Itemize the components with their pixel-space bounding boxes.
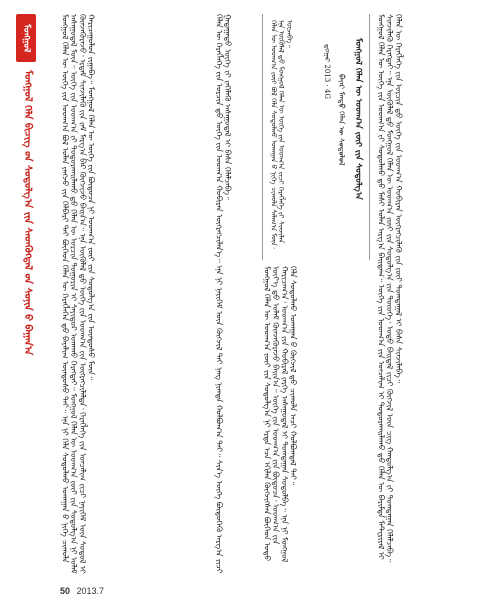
body-column-left bbox=[60, 14, 206, 574]
body-column-center bbox=[262, 266, 370, 574]
body-text-middle: ᠬᠡᠯᠡᠨ ᠦ ᠬᠡᠷᠡᠭᠯᠡᠭᠡ ᠶ᠋ᠢᠨ ᠣᠷᠴᠢᠨ ᠳ᠋ᠤ ᠦᠭᠡ ᠶ᠋ᠢᠨ ᠤᠳᠬ᠎ᠠ ᠬᠤᠪᠢᠷᠠᠨ ᠥᠭᠷᠡᠭᠴᠢᠯᠡᠨ᠎ᠡ᠃ ᠡᠨᠡ ᠨᠢ ᠨᠡᠶᠢᠭᠡᠮ ᠦᠨ ᠬᠥᠭᠵᠢᠯ ᠲᠡᠢ ᠨᠡᠩ ᠨᠢᠭᠲᠠ ᠬᠣᠯᠪᠣᠭ᠎ᠠ ᠲᠠᠢ᠃ ᠰᠢᠨ᠎ᠡ ᠦᠭᠡ ᠪᠦᠲᠦᠭᠡᠬᠦ ᠠᠷᠭ᠎ᠠ ᠵᠢᠴᠢ ᠭᠠᠳᠠᠭᠠᠳᠤ ᠦᠭᠡ ᠶ᠋ᠢ ᠵᠡᠭᠡᠯᠡᠬᠦ ᠠᠰᠠᠭᠤᠳᠠᠯ ᠢ ᠪᠠᠰᠠ ᠬᠡᠯᠡᠯᠴᠡᠪᠡ᠃ bbox=[214, 14, 233, 574]
article-title: ᠮᠣᠩᠭ᠋ᠣᠯ ᠬᠡᠯᠡᠨ ᠦ ᠤᠳᠬ᠎ᠠ ᠵᠦᠢ ᠶ᠋ᠢᠨ ᠰᠤᠳᠤᠯᠭ᠎ᠠ bbox=[353, 38, 363, 200]
body-text-right: ᠮᠣᠩᠭ᠋ᠣᠯ ᠬᠡᠯᠡᠨ ᠦ ᠦᠭᠡ ᠶ᠋ᠢᠨ ᠤᠳᠬ᠎ᠠ ᠶ᠋ᠢ ᠰᠤᠳᠤᠯᠬᠤ ᠳ᠋ᠤ ᠮᠠᠰᠢ ᠣᠯᠠᠨ ᠠᠷᠭ᠎ᠠ ᠪᠠᠢᠳᠠᠭ᠃ ᠦᠭᠡ ᠶ᠋ᠢᠨ ᠤᠳᠬ᠎ᠠ ᠶ᠋ᠢᠨ ᠣᠨᠴᠠᠯᠢᠭ ᠢ ᠲᠣᠳᠤᠷᠬᠠᠢᠯᠠᠬᠤ ᠳ᠋ᠤ ᠬᠡᠯᠡᠨ ᠦ ᠪᠠᠷᠢᠮᠲᠠ ᠮᠠᠲᠧᠷᠢᠶᠠᠯ ᠢ ᠰᠢᠨᠵᠢᠯᠡᠬᠦ ᠬᠡᠷᠡᠭᠲᠡᠢ᠃ ᠡᠨᠡ ᠥᠭᠦᠯᠡᠯ ᠳ᠋ᠦ ᠮᠣᠩᠭ᠋ᠣᠯ ᠬᠡᠯᠡᠨ ᠦ ᠤᠳᠬ᠎ᠠ ᠵᠦᠢ ᠶ᠋ᠢᠨ ᠰᠤᠳᠤᠯᠭ᠎ᠠ ᠶ᠋ᠢᠨ ᠲᠦᠦᠬᠡ᠂ ᠣᠳᠣ ᠪᠠᠢᠳᠠᠯ ᠵᠢᠴᠢ ᠬᠥᠭᠵᠢᠯ ᠦᠨ ᠴᠢᠭ ᠬᠠᠨᠳᠤᠯᠭ᠎ᠠ ᠶ᠋ᠢ ᠲᠣᠭᠲᠠᠭᠠᠨ ᠬᠡᠯᠡᠯᠴᠡᠪᠡ᠃ ᠬᠡᠯᠡᠨ ᠦ ᠬᠡᠷᠡᠭᠯᠡᠭᠡ ᠶ᠋ᠢᠨ ᠣᠷᠴᠢᠨ ᠳ᠋ᠤ ᠦᠭᠡ ᠶ᠋ᠢᠨ ᠤᠳᠬ᠎ᠠ ᠬᠤᠪᠢᠷᠠᠨ ᠥᠭᠷᠡᠭᠴᠢᠯᠡᠬᠦ ᠶ᠋ᠢᠨ ᠵᠦᠢ ᠲᠣᠭᠲᠠᠭᠠᠯ ᠢ ᠪᠠᠰᠠ ᠰᠢᠨᠵᠢᠯᠡᠪᠡ᠃ bbox=[376, 14, 403, 563]
page-footer bbox=[60, 586, 104, 596]
journal-header bbox=[4, 10, 48, 356]
journal-title: ᠮᠣᠩᠭ᠋ᠣᠯ ᠬᠡᠯᠡ ᠪᠢᠴᠢᠭ ᠤ᠋ᠨ ᠰᠤᠳᠤᠯᠭ᠎ᠠ ᠶ᠋ᠢᠨ ᠰᠡᠳᠬᠦᠭᠳᠡᠯ ᠤ᠋ᠨ ᠰᠣᠨᠢᠨ ᠤ᠋ ᠪᠠᠭᠠᠨ᠎ᠠ bbox=[22, 70, 33, 356]
journal-badge bbox=[16, 14, 36, 62]
article-meta: ᠳ᠋ᠤᠭᠠᠷ 2013 · 4G bbox=[323, 44, 331, 99]
issue-date: 2013.7 bbox=[76, 586, 105, 596]
body-column-middle bbox=[214, 14, 258, 574]
body-text-center: ᠮᠣᠩᠭ᠋ᠣᠯ ᠬᠡᠯᠡᠨ ᠦ ᠤᠳᠬ᠎ᠠ ᠵᠦᠢ ᠶ᠋ᠢᠨ ᠰᠤᠳᠤᠯᠭ᠎ᠠ ᠨᠢ ᠡᠷᠲᠡ ᠡᠴᠡ ᠡᠬᠢᠯᠡᠨ ᠬᠥᠭᠵᠢᠭᠰᠡᠨ ᠪᠥᠭᠡᠳ ᠣᠳᠣ ᠦᠶ᠎ᠡ ᠳ᠋ᠦ ᠤᠯᠠᠮ ᠭᠦᠨᠵᠡᠭᠦᠷᠡᠵᠦ ᠪᠠᠢᠨ᠎ᠠ᠃ ᠦᠭᠡ ᠶ᠋ᠢᠨ ᠤᠳᠬ᠎ᠠ ᠶ᠋ᠢᠨ ᠪᠦᠲᠦᠴᠡ᠂ ᠤᠳᠬ᠎ᠠ ᠶ᠋ᠢᠨ ᠬᠠᠷᠢᠴᠠᠭ᠎ᠠ᠂ ᠤᠳᠬ᠎ᠠ ᠶ᠋ᠢᠨ ᠬᠤᠪᠢᠷᠠᠯ ᠵᠡᠷᠭᠡ ᠠᠰᠠᠭᠤᠳᠠᠯ ᠢ ᠲᠣᠭᠲᠠᠭᠠᠨ ᠰᠤᠳᠤᠯᠪᠠ᠃ ᠡᠨᠡ ᠨᠢ ᠮᠣᠩᠭ᠋ᠣᠯ ᠬᠡᠯᠡ ᠰᠤᠳᠤᠯᠬᠤ ᠤᠬᠠᠭᠠᠨ ᠤ᠋ ᠬᠥᠭᠵᠢᠯ ᠳ᠋ᠦ ᠴᠢᠬᠤᠯᠠ ᠠᠴᠢ ᠬᠣᠯᠪᠣᠬᠳᠠᠯ ᠲᠠᠢ᠃ bbox=[262, 266, 298, 563]
article-abstract-box bbox=[262, 14, 370, 260]
article-abstract-text: ᠬᠡᠯᠡᠨ ᠦ ᠤᠳᠬ᠎ᠠ ᠵᠦᠢ ᠪᠣᠯ ᠬᠡᠯᠡ ᠰᠤᠳᠤᠯᠬᠤ ᠤᠬᠠᠭᠠᠨ ᠤ᠋ ᠨᠢᠭᠡ ᠴᠢᠬᠤᠯᠠ ᠰᠠᠯᠠᠭ᠎ᠠ ᠮᠥᠨ᠂ ᠡᠨᠡ ᠥᠭᠦᠯᠡᠯ ᠳ᠋ᠦ ᠮᠣᠩᠭ᠋ᠣᠯ ᠬᠡᠯᠡᠨ ᠦ ᠦᠭᠡ ᠶ᠋ᠢᠨ ᠤᠳᠬ᠎ᠠ ᠵᠢᠴᠢ ᠬᠡᠷᠡᠭᠯᠡᠭᠡ ᠶ᠋ᠢ ᠰᠢᠨᠵᠢᠯᠡᠨ ᠦᠵᠡᠪᠡ᠃ bbox=[269, 20, 293, 249]
body-text-left: ᠮᠣᠩᠭ᠋ᠣᠯ ᠬᠡᠯᠡᠨ ᠦ ᠦᠭᠡ ᠶ᠋ᠢᠨ ᠤᠳᠬ᠎ᠠ ᠪᠣᠯ ᠣᠯᠠᠨ ᠶᠠᠩᠵᠤ ᠶ᠋ᠢᠨ ᠬᠡᠯᠪᠡᠷᠢ ᠲᠠᠢ ᠪᠥᠭᠡᠳ ᠬᠡᠯᠡᠨ ᠦ ᠬᠡᠷᠡᠭᠯᠡᠭᠡᠨ ᠳ᠋ᠦ ᠪᠠᠶᠠᠯᠢᠭ ᠦᠨᠳᠦᠰᠦ ᠲᠠᠢ᠃ ᠡᠨᠡ ᠨᠢ ᠬᠡᠯᠡ ᠰᠤᠳᠤᠯᠬᠤ ᠤᠬᠠᠭᠠᠨ ᠤ᠋ ᠨᠢᠭᠡ ᠴᠢᠬᠤᠯᠠ ᠠᠰᠠᠭᠤᠳᠠᠯ ᠮᠥᠨ᠃ ᠦᠭᠡ ᠶ᠋ᠢᠨ ᠤᠳᠬ᠎ᠠ ᠶ᠋ᠢ ᠲᠣᠳᠤᠷᠬᠠᠢᠯᠠᠬᠤ ᠳ᠋ᠤ ᠬᠡᠯᠡᠨ ᠦ ᠣᠷᠴᠢᠨ ᠲᠣᠭᠣᠷᠢᠨ ᠢ ᠰᠠᠶᠢᠲᠤᠷ ᠤᠬᠠᠬᠤ ᠬᠡᠷᠡᠭᠲᠡᠢ᠃ ᠮᠣᠩᠭ᠋ᠣᠯ ᠬᠡᠯᠡᠨ ᠦ ᠤᠳᠬ᠎ᠠ ᠵᠦᠢ ᠶ᠋ᠢᠨ ᠰᠤᠳᠤᠯᠭ᠎ᠠ ᠨᠢ ᠤᠯᠠᠮ ᠭᠦᠨᠵᠡᠭᠦᠷᠡᠵᠦ᠂ ᠡᠷᠳᠡᠮ ᠰᠢᠨᠵᠢᠯᠡᠬᠦ ᠶ᠋ᠢᠨ ᠵᠠᠮ ᠮᠠᠷᠭ᠎ᠠ ᠪᠠᠷ ᠬᠥᠭᠵᠢᠵᠦ ᠪᠠᠢᠨ᠎ᠠ᠃ ᠡᠨᠡ ᠥᠭᠦᠯᠡᠯ ᠳ᠋ᠦ ᠦᠭᠡ ᠶ᠋ᠢᠨ ᠤᠳᠬ᠎ᠠ ᠶ᠋ᠢᠨ ᠥᠭᠷᠡᠭᠴᠢᠯᠡᠯᠲᠡ᠂ ᠬᠡᠷᠡᠭᠯᠡᠭᠡ ᠶ᠋ᠢᠨ ᠣᠨᠴᠠᠯᠢᠭ ᠵᠢᠴᠢ ᠨᠡᠶᠢᠭᠡᠮ ᠦᠨ ᠰᠤᠳᠤᠯ ᠢ ᠬᠠᠷᠢᠴᠠᠭᠤᠯᠤᠨ ᠵᠢᠭᠠᠪᠠ᠃ ᠮᠣᠩᠭ᠋ᠣᠯ ᠬᠡᠯᠡᠨ ᠦ ᠦᠭᠡ ᠶ᠋ᠢᠨ ᠪᠦᠲᠦᠴᠡ ᠨᠢ ᠤᠳᠬ᠎ᠠ ᠵᠦᠢ ᠶ᠋ᠢᠨ ᠰᠤᠳᠤᠯᠭ᠎ᠠ ᠶ᠋ᠢᠨ ᠦᠨᠳᠦᠰᠦ ᠮᠥᠨ᠃ bbox=[60, 14, 96, 574]
page-number: 50 bbox=[60, 586, 71, 596]
body-column-right bbox=[376, 14, 474, 574]
article-author: ᠪᠠᠶᠠᠷ ᠮᠡᠨᠳᠦ ᠬᠡᠯᠡᠨ ᠦ ᠰᠤᠳᠤᠯᠤᠯ bbox=[337, 74, 346, 166]
journal-badge-text: ᠮᠣᠩᠭ᠋ᠣᠯ bbox=[21, 23, 31, 53]
